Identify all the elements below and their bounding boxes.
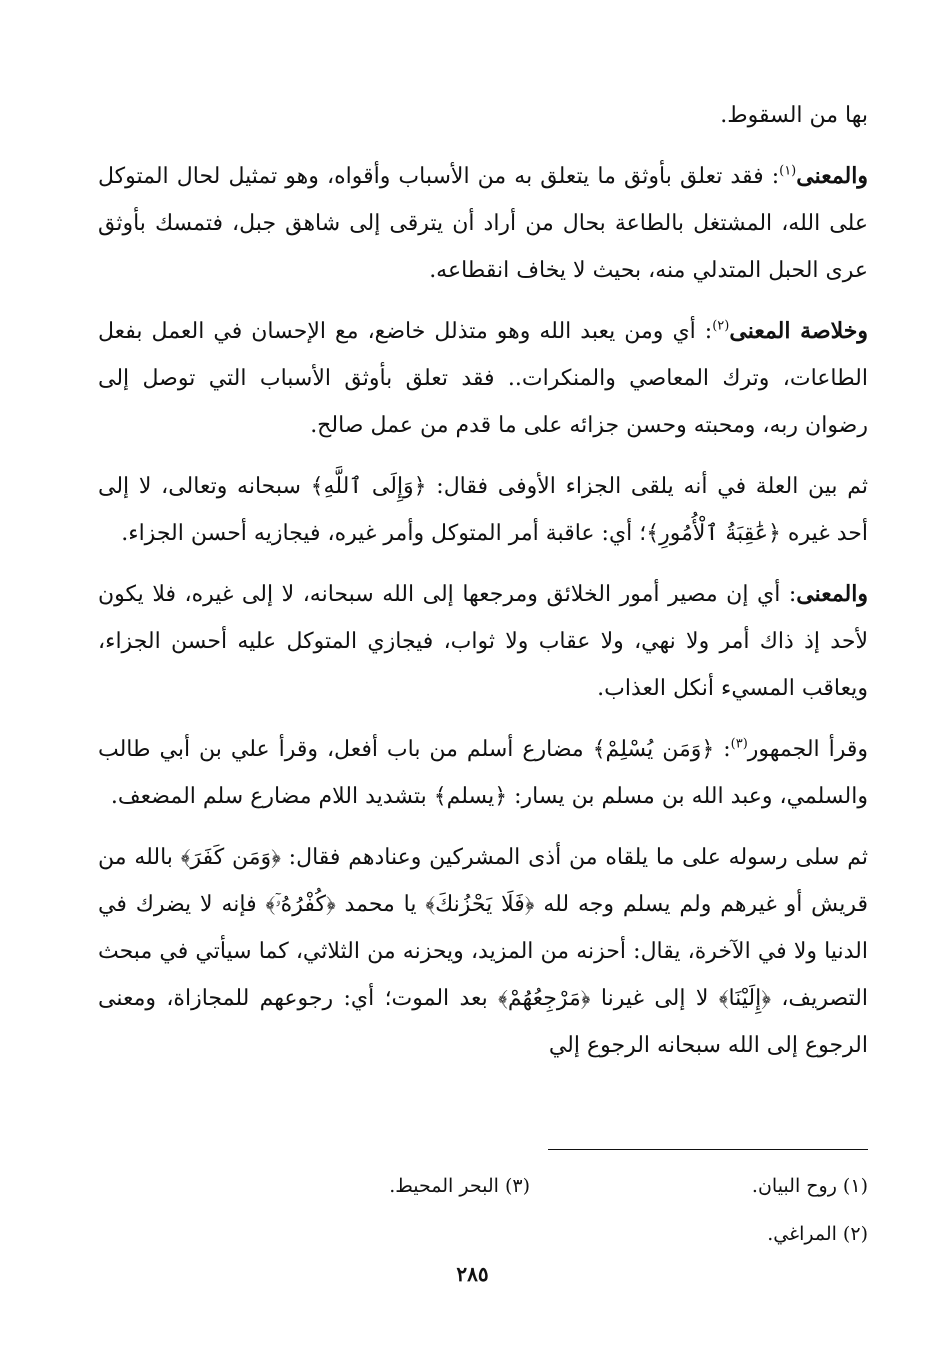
paragraph-2 xyxy=(98,153,868,294)
paragraph-5 xyxy=(98,571,868,712)
paragraph-1 xyxy=(98,92,868,139)
footnote-ref-2: (٢) xyxy=(712,318,730,334)
footnote-ref-1: (١) xyxy=(779,163,797,179)
paragraph-3-lead: وخلاصة المعنى xyxy=(729,318,869,344)
paragraph-6-text: : ﴿وَمَن يُسْلِمْ﴾ مضارع أسلم من باب أفعل، وقرأ علي بن أبي طالب والسلمي، وعبد الله بن مسلم بن يسار: ﴿يسلم﴾ بتشديد اللام مضارع سلم المضعف. xyxy=(98,737,868,809)
paragraph-7-text: ثم سلى رسوله على ما يلقاه من أذى المشركين وعنادهم فقال: ﴿وَمَن كَفَرَ﴾ بالله من قريش أو غيرهم ولم يسلم وجه لله ﴿فَلَا يَحْزُنكَ﴾ يا محمد ﴿كُفْرُهُۥٓ﴾ فإنه لا يضرك في الدنيا ولا في الآخرة، يقال: أحزنه من المزيد، ويحزنه من الثلاثي، كما سيأتي في مبحث التصريف، ﴿إِلَيْنَا﴾ لا إلى غيرنا ﴿مَرْجِعُهُمْ﴾ بعد الموت؛ أي: رجوعهم للمجازاة، ومعنى الرجوع إلى الله سبحانه الرجوع إلي xyxy=(98,845,869,1058)
paragraph-6 xyxy=(98,726,868,820)
footnote-row-1 xyxy=(98,1162,868,1210)
page-number: ٢٨٥ xyxy=(456,1262,489,1286)
paragraph-3 xyxy=(98,308,868,449)
footnote-divider xyxy=(548,1149,868,1150)
paragraph-4-text: ثم بين العلة في أنه يلقى الجزاء الأوفى فقال: ﴿وَإِلَى ٱللَّهِ﴾ سبحانه وتعالى، لا إلى أحد غيره ﴿عَٰقِبَةُ ٱلْأُمُورِ﴾؛ أي: عاقبة أمر المتوكل وأمر غيره، فيجازيه أحسن الجزاء. xyxy=(98,474,868,546)
footnote-2: (٢) المراغي. xyxy=(767,1223,868,1245)
paragraph-4 xyxy=(98,463,868,557)
paragraph-3-text: : أي ومن يعبد الله وهو متذلل خاضع، مع الإحسان في العمل بفعل الطاعات، وترك المعاصي والمنكرات.. فقد تعلق بأوثق الأسباب التي توصل إلى رضوان ربه، ومحبته وحسن جزائه على ما قدم من عمل صالح. xyxy=(98,319,868,438)
paragraph-6-pre: وقرأ الجمهور xyxy=(747,737,869,762)
footnote-3: (٣) البحر المحيط. xyxy=(389,1175,530,1197)
paragraph-7 xyxy=(98,834,868,1069)
paragraph-2-text: : فقد تعلق بأوثق ما يتعلق به من الأسباب وأقواه، وهو تمثيل لحال المتوكل على الله، المشتغل بالطاعة بحال من أراد أن يترقى إلى شاهق جبل، فتمسك بأوثق عرى الحبل المتدلي منه، بحيث لا يخاف انقطاعه. xyxy=(98,164,868,283)
paragraph-5-lead: والمعنى xyxy=(796,581,868,607)
body-text xyxy=(98,92,868,1069)
footnote-1: (١) روح البيان. xyxy=(751,1175,868,1197)
footnotes xyxy=(98,1162,868,1258)
footnote-row-2 xyxy=(98,1210,868,1258)
paragraph-5-text: : أي إن مصير أمور الخلائق ومرجعها إلى الله سبحانه، لا إلى غيره، فلا يكون لأحد إذ ذاك أمر ولا نهي، ولا عقاب ولا ثواب، فيجازي المتوكل عليه أحسن الجزاء، ويعاقب المسيء أنكل العذاب. xyxy=(98,582,868,701)
paragraph-2-lead: والمعنى xyxy=(796,163,868,189)
paragraph-1-text: بها من السقوط. xyxy=(720,103,868,128)
footnote-ref-3: (٣) xyxy=(730,736,748,752)
